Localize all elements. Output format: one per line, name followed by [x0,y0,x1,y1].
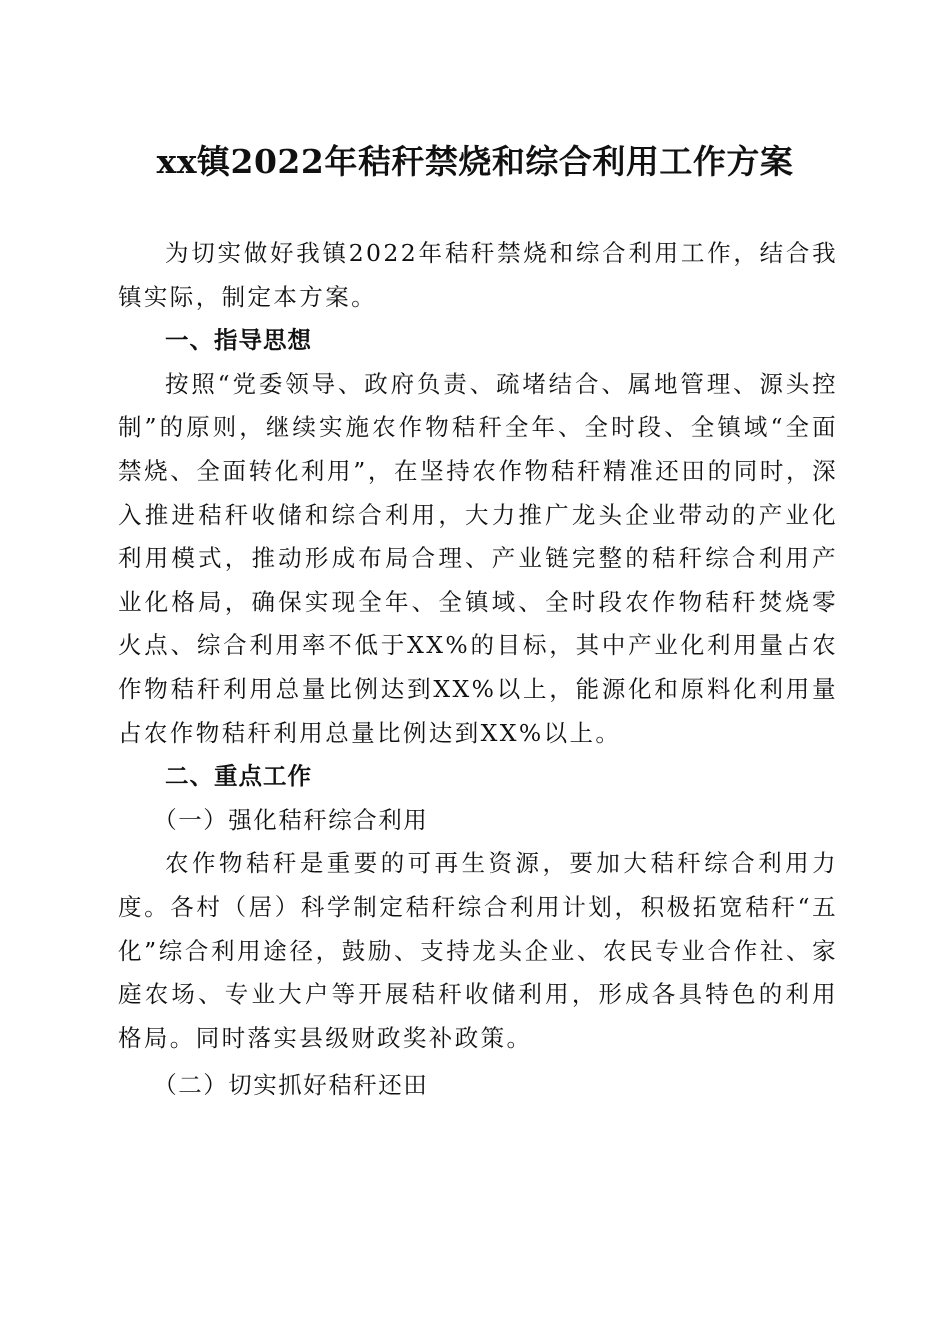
document-body [118,232,838,1108]
section-heading-guiding-ideology: 一、指导思想 [165,326,312,355]
guiding-ideology-paragraph: 按照“党委领导、政府负责、疏堵结合、属地管理、源头控制”的原则，继续实施农作物秸秆全年、全时段、全镇域“全面禁烧、全面转化利用”，在坚持农作物秸秆精准还田的同时，深入推进秸秆收储和综合利用，大力推广龙头企业带动的产业化利用模式，推动形成布局合理、产业链完整的秸秆综合利用产业化格局，确保实现全年、全镇域、全时段农作物秸秆焚烧零火点、综合利用率不低于XX%的目标，其中产业化利用量占农作物秸秆利用总量比例达到XX%以上，能源化和原料化利用量占农作物秸秆利用总量比例达到XX%以上。 [118,369,838,747]
document-title: xx镇2022年秸秆禁烧和综合利用工作方案 [156,142,794,181]
subsection-heading-returning-to-field: （二）切实抓好秸秆还田 [153,1071,429,1100]
intro-paragraph: 为切实做好我镇2022年秸秆禁烧和综合利用工作，结合我镇实际，制定本方案。 [118,239,838,311]
subsection-heading-utilization: （一）强化秸秆综合利用 [153,805,429,834]
section-heading-key-work: 二、重点工作 [165,762,312,791]
utilization-paragraph: 农作物秸秆是重要的可再生资源，要加大秸秆综合利用力度。各村（居）科学制定秸秆综合利用计划，积极拓宽秸秆“五化”综合利用途径，鼓励、支持龙头企业、农民专业合作社、家庭农场、专业大户等开展秸秆收储利用，形成各具特色的利用格局。同时落实县级财政奖补政策。 [118,849,838,1052]
